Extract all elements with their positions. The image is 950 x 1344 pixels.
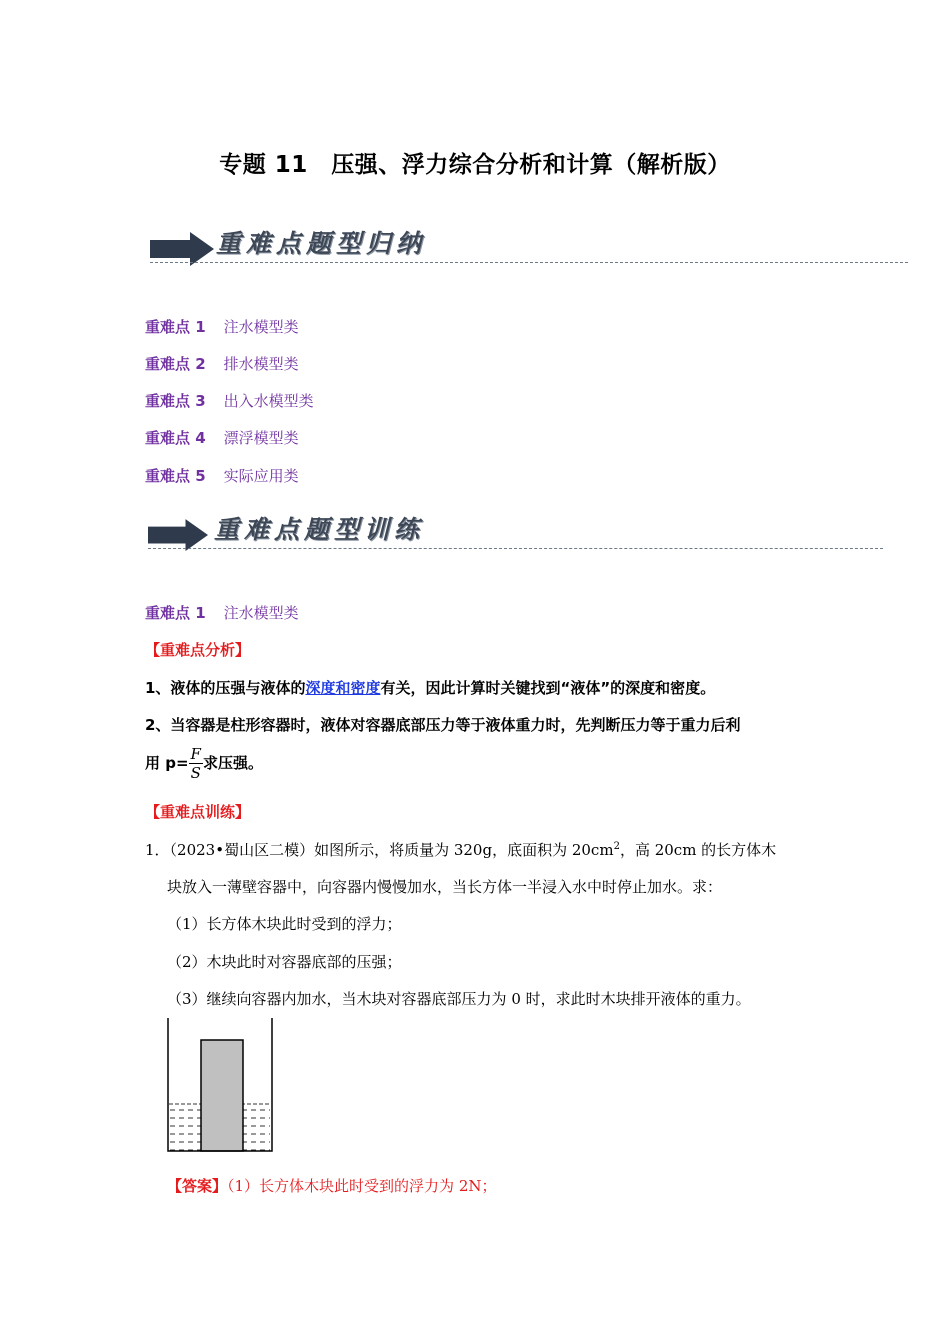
text: 1、液体的压强与液体的 [145, 679, 306, 697]
section-heading [145, 602, 299, 623]
analysis-point-2-cont [145, 745, 263, 782]
toc-item-3[interactable] [145, 390, 314, 411]
toc-item-4[interactable] [145, 427, 299, 448]
toc-item-5[interactable] [145, 465, 299, 486]
fraction-numerator: F [190, 745, 201, 763]
answer-label: 【答案】 [167, 1177, 228, 1195]
toc-num: 重难点 2 [145, 355, 206, 373]
analysis-point-1 [145, 677, 715, 698]
toc-num: 重难点 1 [145, 318, 206, 336]
depth-density-link[interactable]: 深度和密度 [305, 679, 381, 697]
page-title: 专题 11 压强、浮力综合分析和计算（解析版） [219, 152, 731, 178]
section-label: 注水模型类 [223, 604, 299, 622]
divider [150, 262, 908, 263]
banner-summary-text: 重难点题型归纳 [216, 229, 427, 258]
text: 有关，因此计算时关键找到“液体”的深度和密度。 [380, 679, 716, 697]
toc-label: 实际应用类 [223, 467, 299, 485]
arrow-right-icon [150, 232, 214, 266]
text: 求压强。 [202, 754, 263, 772]
banner-training-text: 重难点题型训练 [214, 515, 425, 544]
divider [148, 548, 883, 549]
toc-label: 漂浮模型类 [223, 429, 299, 447]
training-heading: 【重难点训练】 [145, 803, 251, 821]
toc-num: 重难点 5 [145, 467, 206, 485]
toc-item-1[interactable] [145, 316, 299, 337]
toc-num: 重难点 4 [145, 429, 206, 447]
pressure-formula [189, 745, 203, 782]
answer-line [167, 1175, 497, 1196]
text: ，高 20cm 的长方体木 [619, 841, 777, 859]
text: 用 p= [145, 754, 189, 772]
banner-summary [150, 224, 908, 284]
fraction-denominator: S [190, 764, 201, 782]
analysis-heading: 【重难点分析】 [145, 641, 251, 659]
question-sub-3: （3）继续向容器内加水，当木块对容器底部压力为 0 时，求此时木块排开液体的重力。 [167, 990, 751, 1008]
toc-label: 排水模型类 [223, 355, 299, 373]
toc-item-2[interactable] [145, 353, 299, 374]
question-line-1 [145, 839, 776, 860]
wood-block [201, 1040, 243, 1151]
toc-label: 注水模型类 [223, 318, 299, 336]
text: 1．（2023•蜀山区二模）如图所示，将质量为 320g，底面积为 20cm [145, 841, 614, 859]
banner-training [148, 510, 883, 570]
section-num: 重难点 1 [145, 604, 206, 622]
superscript: 2 [613, 841, 620, 852]
toc-label: 出入水模型类 [223, 392, 314, 410]
arrow-right-icon [148, 518, 208, 552]
analysis-point-2: 2、当容器是柱形容器时，液体对容器底部压力等于液体重力时，先判断压力等于重力后利 [145, 716, 741, 734]
answer-text: （1）长方体木块此时受到的浮力为 2N； [227, 1177, 497, 1195]
question-sub-1: （1）长方体木块此时受到的浮力； [167, 915, 402, 933]
container-figure [160, 1018, 280, 1154]
question-line-2: 块放入一薄壁容器中，向容器内慢慢加水，当长方体一半浸入水中时停止加水。求： [167, 878, 723, 896]
question-sub-2: （2）木块此时对容器底部的压强； [167, 953, 402, 971]
toc-num: 重难点 3 [145, 392, 206, 410]
